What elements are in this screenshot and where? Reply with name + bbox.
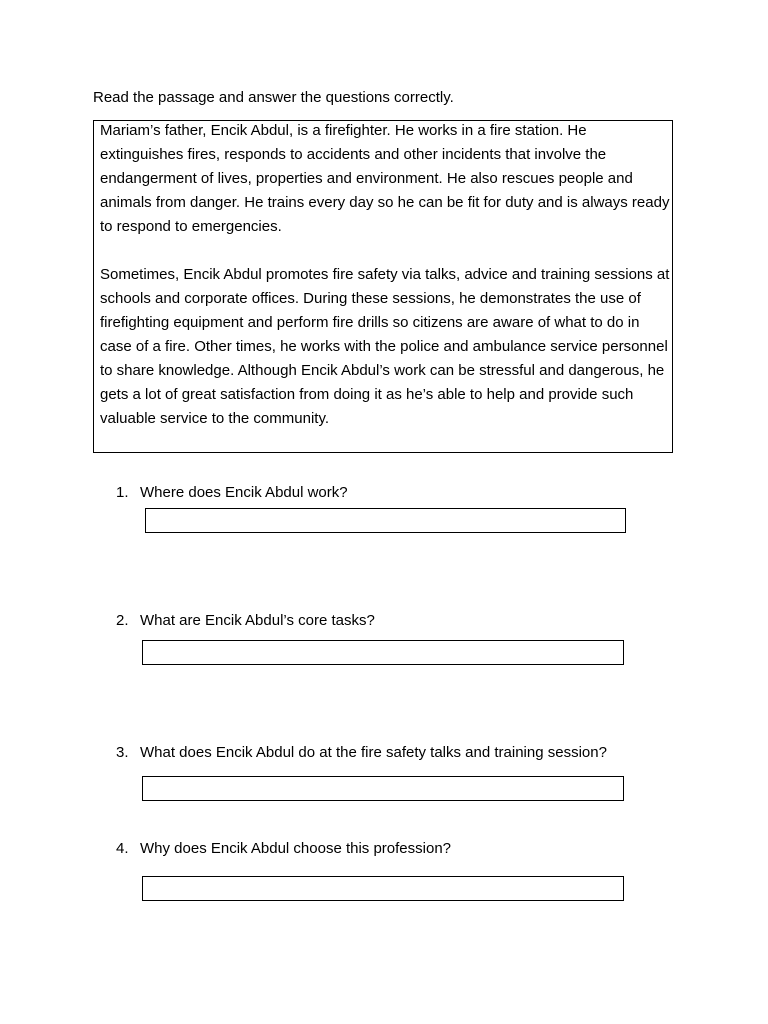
answer-box-1[interactable] [145, 508, 626, 533]
question-text: Where does Encik Abdul work? [140, 484, 348, 501]
question-text: Why does Encik Abdul choose this profession? [140, 840, 452, 857]
question-4 [116, 840, 451, 858]
question-number: 2. [116, 612, 129, 629]
question-text: What does Encik Abdul do at the fire safety talks and training session? [140, 744, 607, 761]
answer-box-2[interactable] [142, 640, 624, 665]
question-3 [116, 744, 607, 762]
passage-paragraph-2: Sometimes, Encik Abdul promotes fire safety via talks, advice and training sessions at schools and corporate offices. During these sessions, he demonstrates the use of firefighting equipment and perform fire drills so citizens are aware of what to do in case of a fire. Other times, he works with the police and ambulance service personnel to share knowledge. Although Encik Abdul’s work can be stressful and dangerous, he gets a lot of great satisfaction from doing it as he’s able to help and provide such valuable service to the community. [100, 266, 670, 427]
question-2 [116, 612, 375, 630]
question-number: 3. [116, 744, 129, 761]
question-text: What are Encik Abdul’s core tasks? [140, 612, 375, 629]
instruction-text: Read the passage and answer the questions correctly. [93, 89, 454, 106]
answer-box-4[interactable] [142, 876, 624, 901]
question-number: 4. [116, 840, 129, 857]
answer-box-3[interactable] [142, 776, 624, 801]
question-number: 1. [116, 484, 129, 501]
passage-box [93, 120, 673, 453]
question-1 [116, 484, 348, 502]
passage-paragraph-1: Mariam’s father, Encik Abdul, is a firefighter. He works in a fire station. He extinguishes fires, responds to accidents and other incidents that involve the endangerment of lives, properties and environment. He also rescues people and animals from danger. He trains every day so he can be fit for duty and is always ready to respond to emergencies. [100, 122, 670, 235]
